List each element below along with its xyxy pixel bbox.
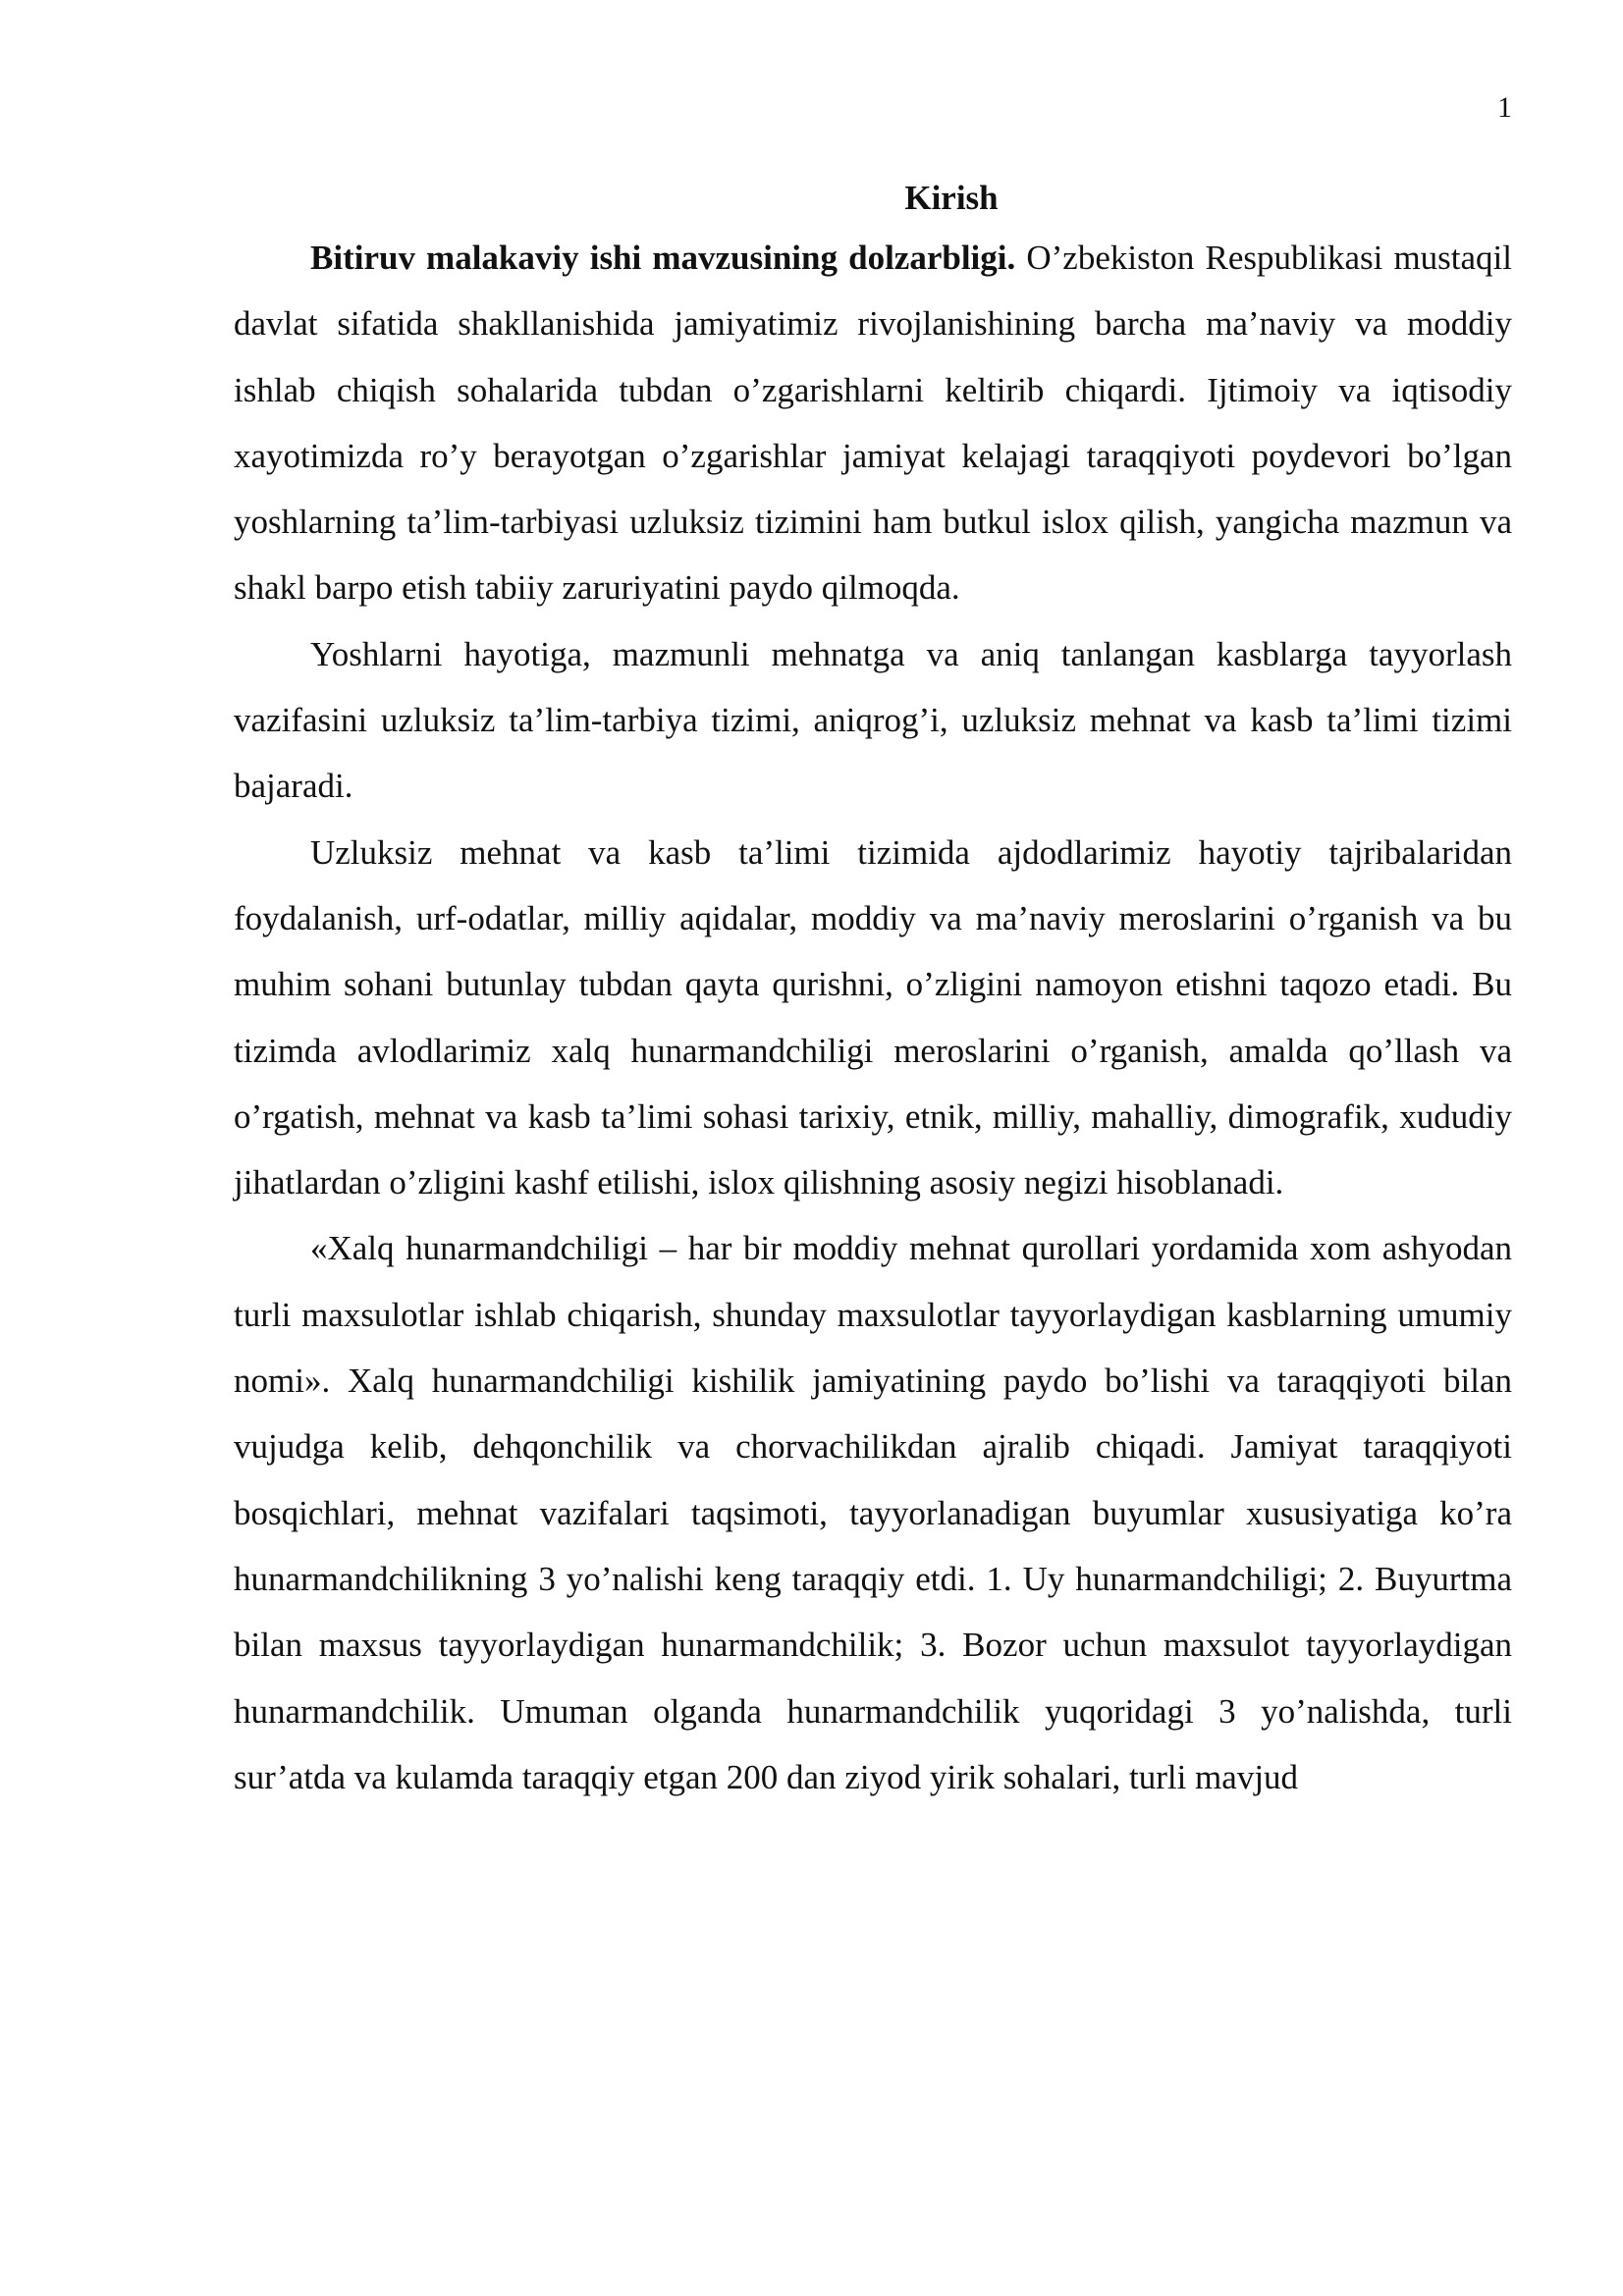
paragraph-4: «Xalq hunarmandchiligi – har bir moddiy mehnat qurollari yordamida xom ashyodan turli maxsulotlar ishlab chiqarish, shunday maxsulotlar tayyorlaydigan kasblarning umumiy nomi». Xalq hunarmandchiligi kishilik jamiyatining paydo bo’lishi va taraqqiyoti bilan vujudga kelib, dehqonchilik va chorvachilikdan ajralib chiqadi. Jamiyat taraqqiyoti bosqichlari, mehnat vazifalari taqsimoti, tayyorlanadigan buyumlar xususiyatiga ko’ra hunarmandchilikning 3 yo’nalishi keng taraqqiy etdi. 1. Uy hunarmandchiligi; 2. Buyurtma bilan maxsus tayyorlaydigan hunarmandchilik; 3. Bozor uchun maxsulot tayyorlaydigan hunarmandchilik. Umuman olganda hunarmandchilik yuqoridagi 3 yo’nalishda, turli sur’atda va kulamda taraqqiy etgan 200 dan ziyod yirik sohalari, turli mavjud [234, 1229, 1512, 1796]
paragraph-1 [234, 225, 1512, 621]
section-heading: Kirish [904, 179, 999, 217]
paragraph-2: Yoshlarni hayotiga, mazmunli mehnatga va aniq tanlangan kasblarga tayyorlash vazifasini uzluksiz ta’lim-tarbiya tizimi, aniqrog’i, uzluksiz mehnat va kasb ta’limi tizimi bajaradi. [234, 634, 1512, 806]
paragraph-1-lead: Bitiruv malakaviy ishi mavzusining dolzarbligi. [310, 239, 1016, 277]
page-number: 1 [1497, 91, 1512, 124]
body-text [234, 171, 1512, 1810]
paragraph-3: Uzluksiz mehnat va kasb ta’limi tizimida ajdodlarimiz hayotiy tajribalaridan foydalanish, urf-odatlar, milliy aqidalar, moddiy va ma’naviy meroslarini o’rganish va bu muhim sohani butunlay tubdan qayta qurishni, o’zligini namoyon etishni taqozo etadi. Bu tizimda avlodlarimiz xalq hunarmandchiligi meroslarini o’rganish, amalda qo’llash va o’rgatish, mehnat va kasb ta’limi sohasi tarixiy, etnik, milliy, mahalliy, dimografik, xududiy jihatlardan o’zligini kashf etilishi, islox qilishning asosiy negizi hisoblanadi. [234, 832, 1512, 1202]
paragraph-1-text: O’zbekiston Respublikasi mustaqil davlat sifatida shakllanishida jamiyatimiz rivojlanishining barcha ma’naviy va moddiy ishlab chiqish sohalarida tubdan o’zgarishlarni keltirib chiqardi. Ijtimoiy va iqtisodiy xayotimizda ro’y berayotgan o’zgarishlar jamiyat kelajagi taraqqiyoti poydevori bo’lgan yoshlarning ta’lim-tarbiyasi uzluksiz tizimini ham butkul islox qilish, yangicha mazmun va shakl barpo etish tabiiy zaruriyatini paydo qilmoqda. [234, 239, 1512, 608]
